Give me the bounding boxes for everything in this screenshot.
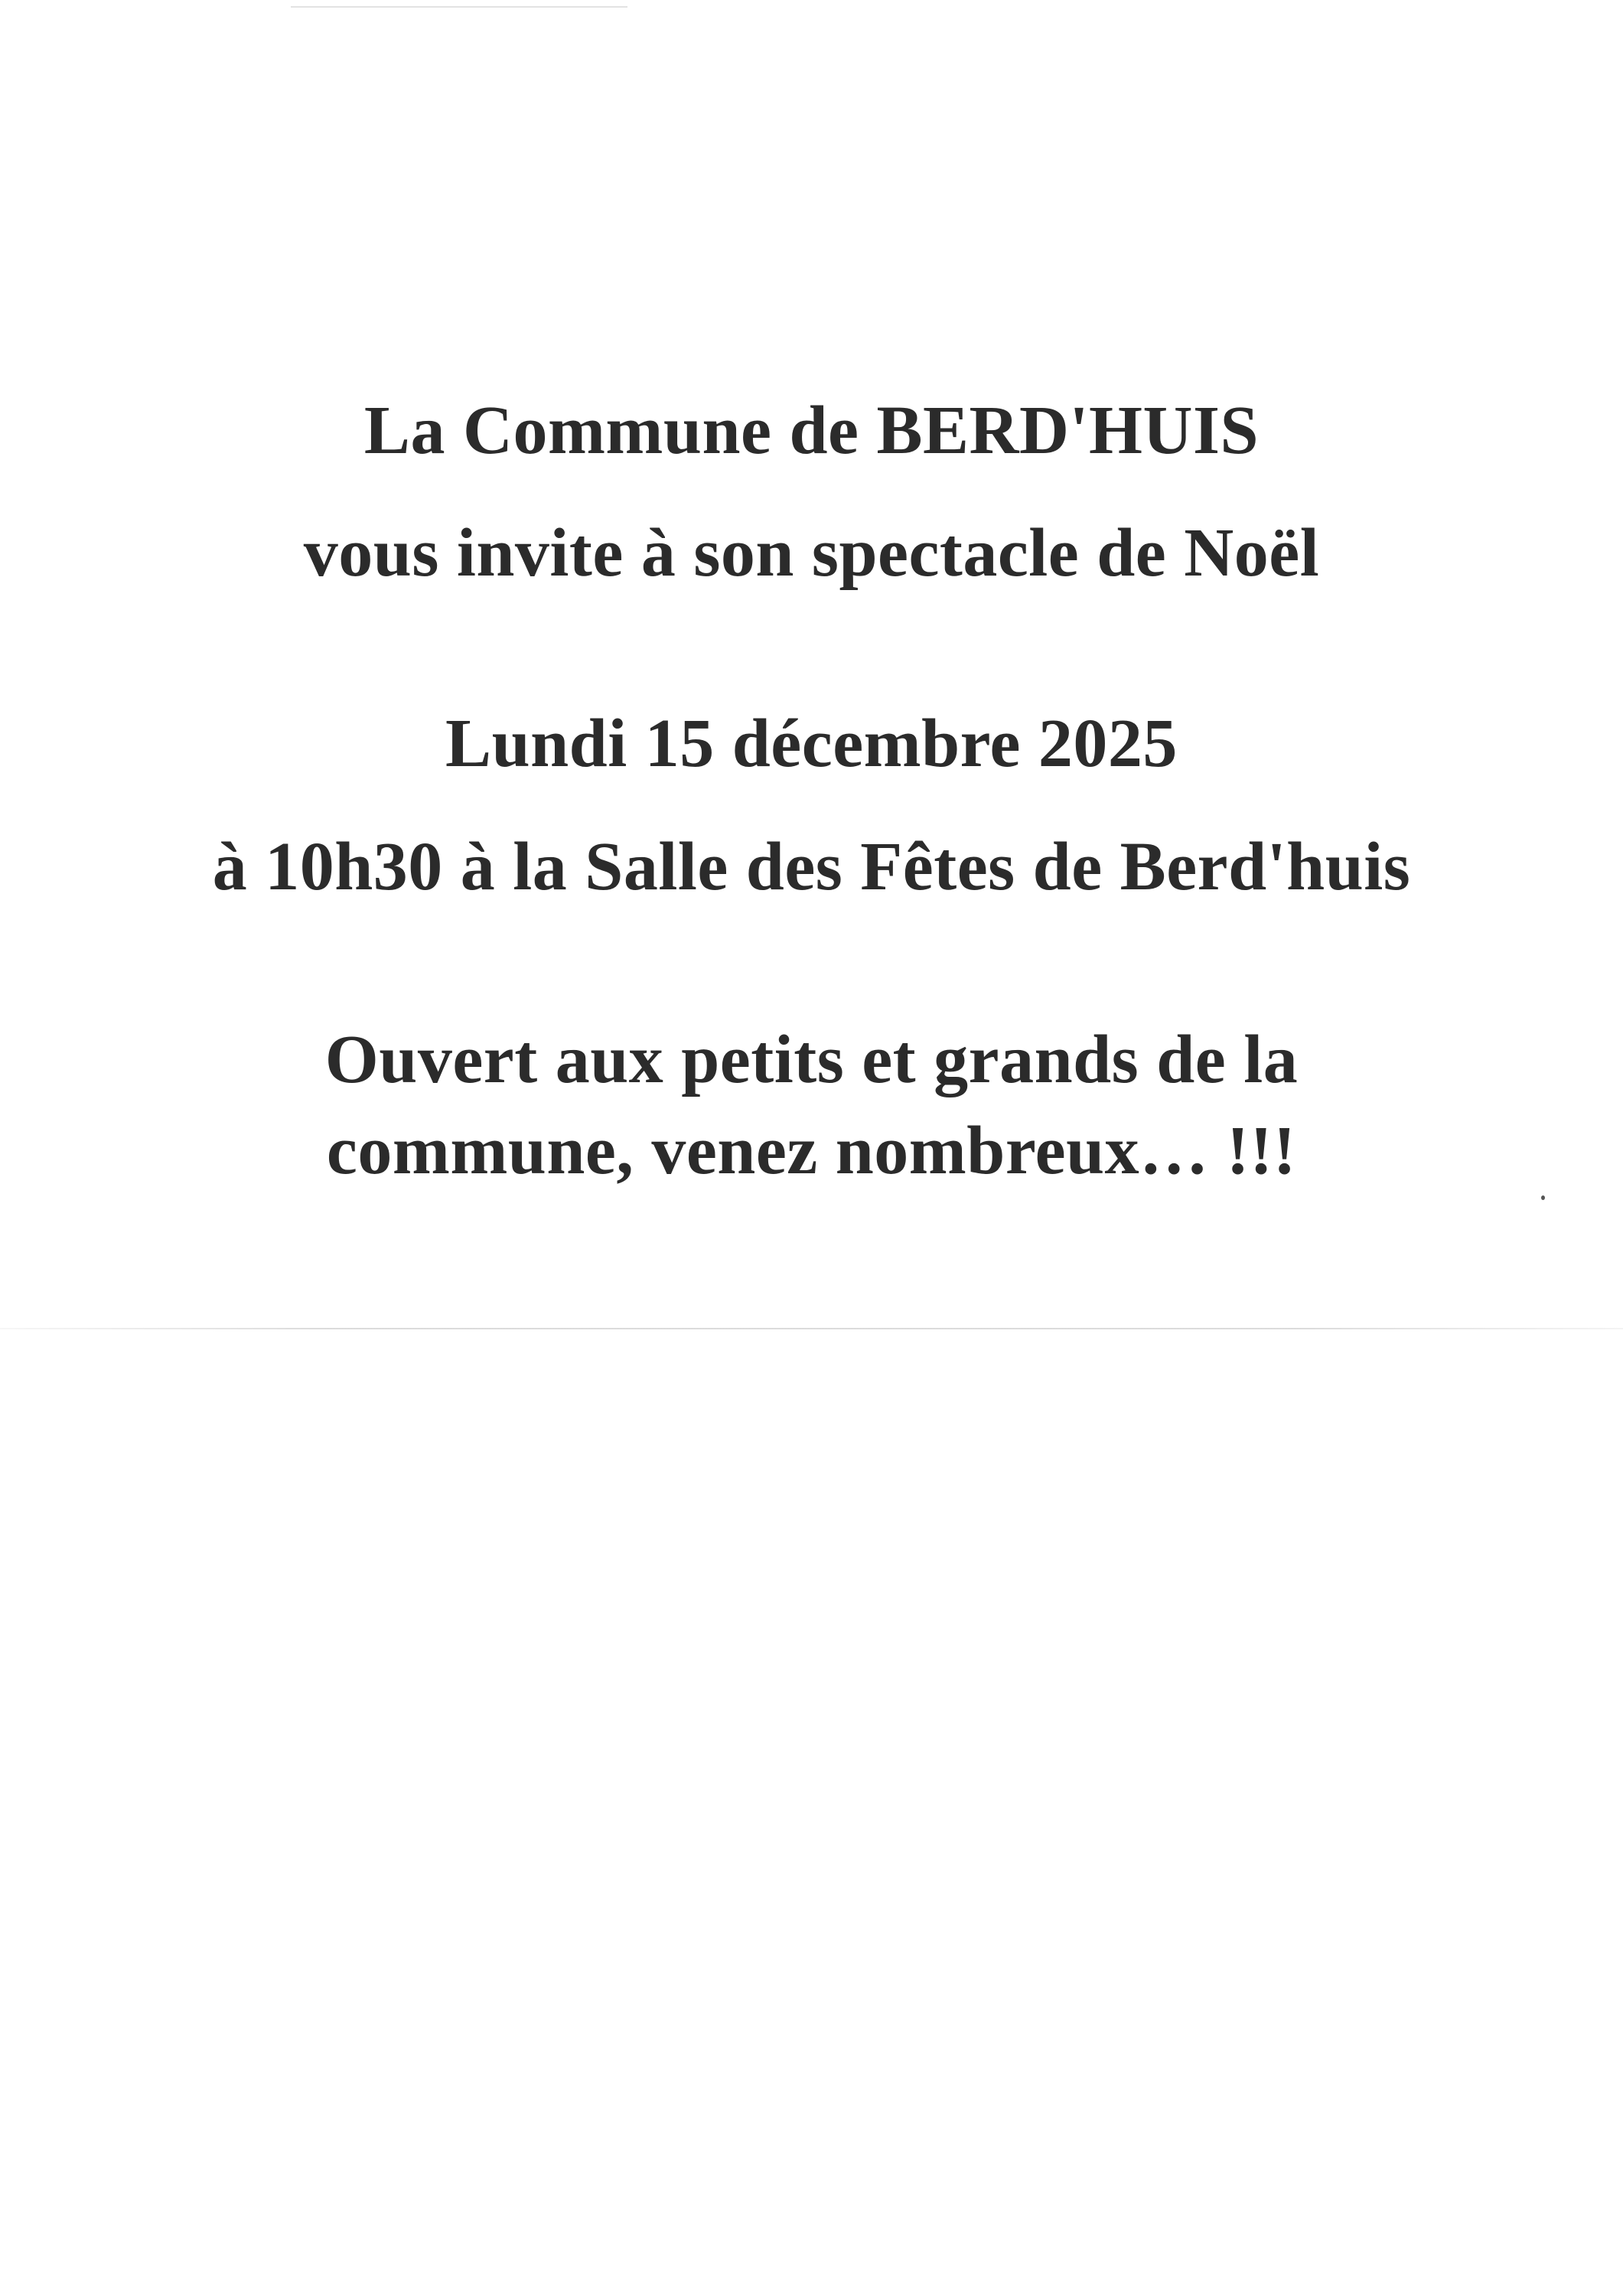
audience-line-2: commune, venez nombreux… !!! [326,1113,1297,1189]
invitation-line: vous invite à son spectacle de Noël [303,515,1320,591]
event-time-venue: à 10h30 à la Salle des Fêtes de Berd'huis [212,829,1411,905]
event-date: Lundi 15 décembre 2025 [445,706,1178,781]
audience-line-1: Ouvert aux petits et grands de la [324,1022,1299,1097]
paper-fold-mark [291,6,627,8]
title-line: La Commune de BERD'HUIS [363,393,1260,468]
paper-fold-line [0,1328,1623,1329]
scan-speck [1541,1195,1545,1200]
